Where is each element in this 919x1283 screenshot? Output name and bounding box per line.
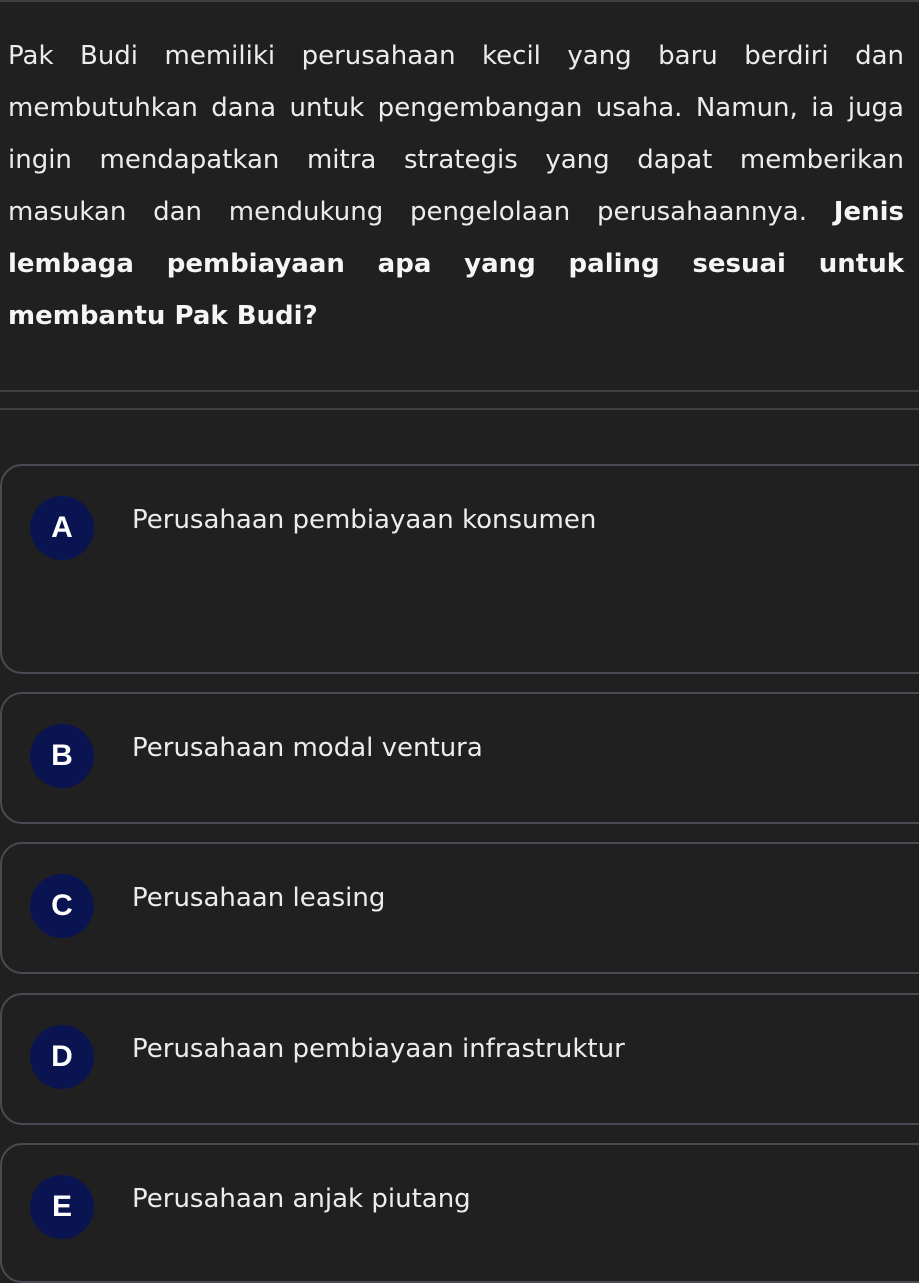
top-divider [0, 0, 919, 2]
option-a[interactable] [0, 464, 919, 674]
option-d-label: Perusahaan pembiayaan infrastruktur [132, 1034, 625, 1064]
option-b[interactable] [0, 692, 919, 824]
question-body: Pak Budi memiliki perusahaan kecil yang baru berdiri dan membutuhkan dana untuk pengembangan usaha. Namun, ia juga ingin mendapatkan mitra strategis yang dapat memberikan masukan dan mendukung pengelolaan perusahaannya. [8, 41, 904, 227]
option-c-label: Perusahaan leasing [132, 883, 386, 913]
option-a-badge: A [30, 496, 94, 560]
option-c-badge: C [30, 874, 94, 938]
option-a-label: Perusahaan pembiayaan konsumen [132, 505, 597, 535]
option-c[interactable] [0, 842, 919, 974]
option-b-label: Perusahaan modal ventura [132, 733, 483, 763]
option-d-badge: D [30, 1025, 94, 1089]
question-divider-1 [0, 390, 919, 392]
option-b-badge: B [30, 724, 94, 788]
question-text [8, 30, 904, 342]
option-e-label: Perusahaan anjak piutang [132, 1184, 471, 1214]
option-e-badge: E [30, 1175, 94, 1239]
question-divider-2 [0, 408, 919, 410]
option-d[interactable] [0, 993, 919, 1125]
option-e[interactable] [0, 1143, 919, 1283]
question-prompt: Jenis lembaga pembiayaan apa yang paling sesuai untuk membantu Pak Budi? [8, 197, 905, 331]
